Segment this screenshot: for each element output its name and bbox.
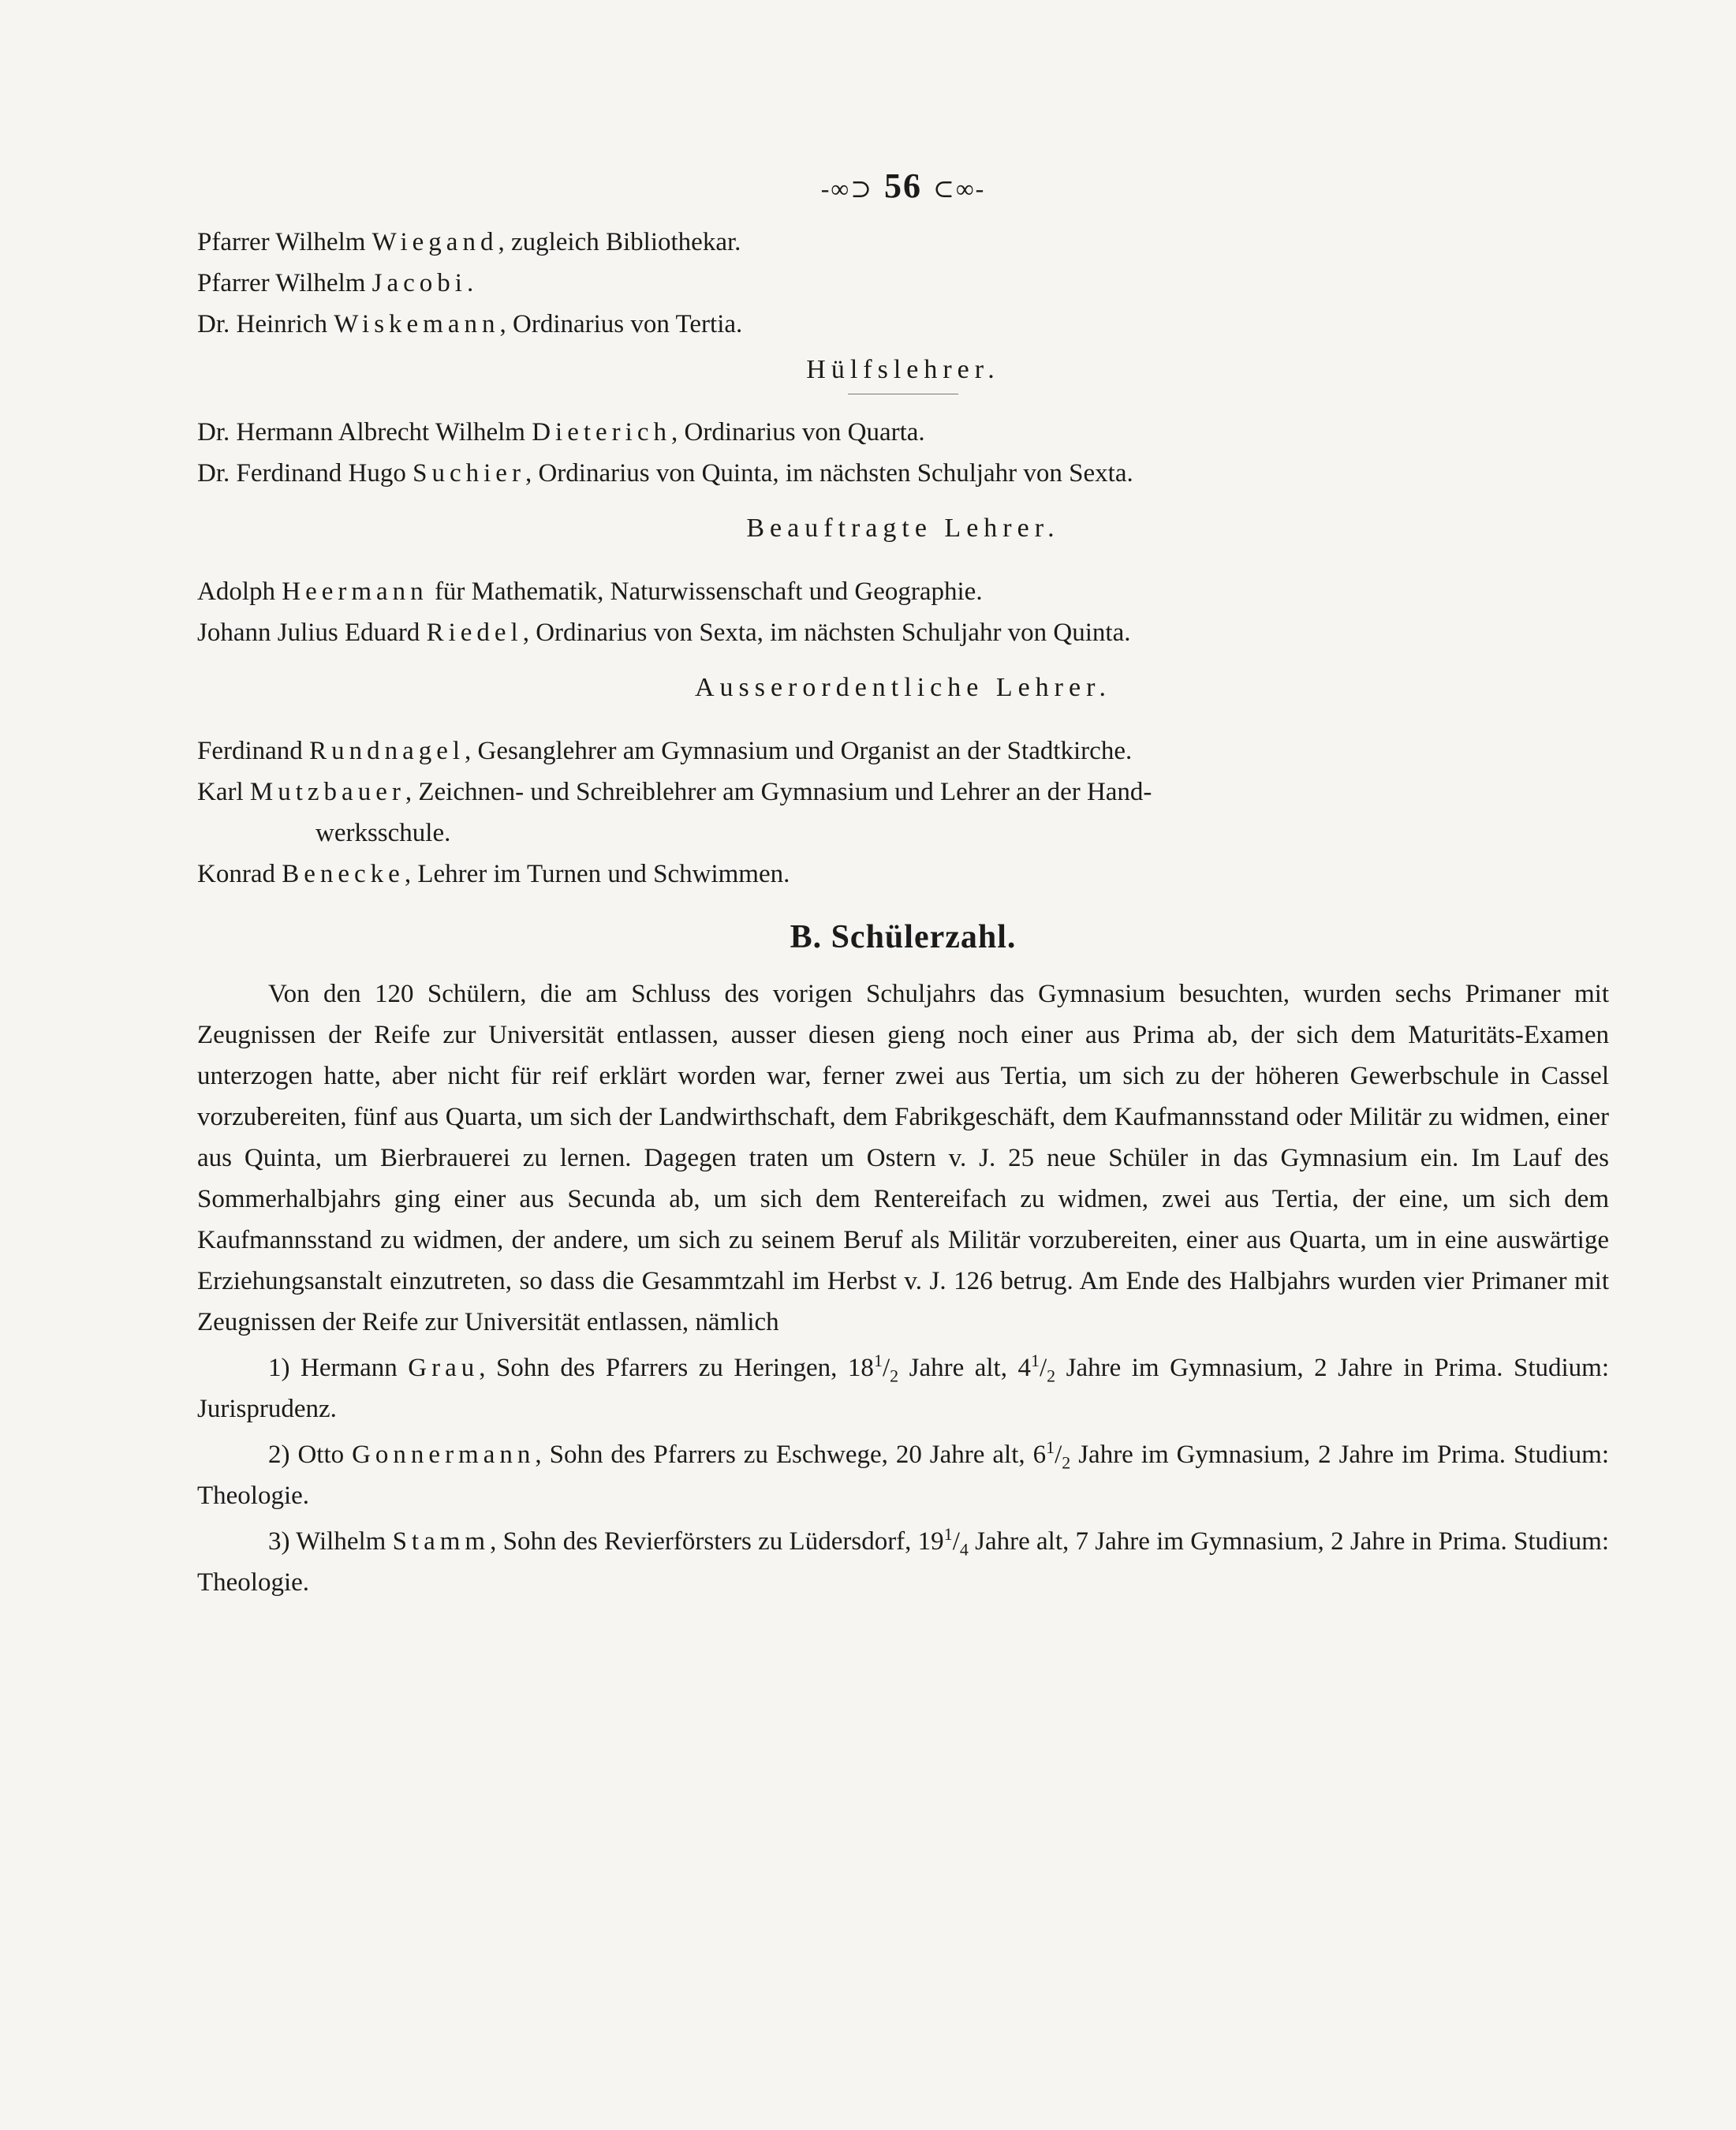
heading-beauftragte-lehrer: Beauftragte Lehrer. xyxy=(746,514,1060,543)
body-paragraph: Von den 120 Schülern, die am Schluss des vorigen Schuljahrs das Gymnasium besuchten, wurden sechs Primaner mit Zeugnissen der Reife zur Universität entlassen, ausser diesen gieng noch einer aus Prima ab, der sich dem Maturitäts-Examen unterzogen hatte, aber nicht für reif erklärt worden war, ferner zwei aus Tertia, um sich zu der höheren Gewerbschule in Cassel vorzubereiten, fünf aus Quarta, um sich der Landwirthschaft, dem Fabrikgeschäft, dem Kaufmannsstand oder Militär zu widmen, einer aus Quinta, um Bierbrauerei zu lernen. Dagegen traten um Ostern v. J. 25 neue Schüler in das Gymnasium ein. Im Lauf des Sommerhalbjahrs ging einer aus Secunda ab, um sich dem Rentereifach zu widmen, zwei aus Tertia, der eine, um sich dem Kaufmannsstand zu widmen, der andere, um sich zu seinem Beruf als Militär vorzubereiten, einer aus Quarta, um in eine auswärtige Erziehungsanstalt einzutreten, so dass die Gesammtzahl im Herbst v. J. 126 betrug. Am Ende des Halbjahrs wurden vier Primaner mit Zeugnissen der Reife zur Universität entlassen, nämlich xyxy=(197,980,1609,1336)
teacher-line: Konrad Benecke, Lehrer im Turnen und Schwimmen. xyxy=(197,860,790,888)
beauftragte-list xyxy=(197,571,1609,653)
ornament-right-icon: ⊂∞- xyxy=(933,174,986,203)
teacher-line-continuation: werksschule. xyxy=(315,819,451,847)
teacher-line: Ferdinand Rundnagel, Gesanglehrer am Gymnasium und Organist an der Stadtkirche. xyxy=(197,737,1133,765)
huelfslehrer-list xyxy=(197,412,1609,494)
teacher-name: Riedel xyxy=(426,618,523,647)
graduate-entry: 1) Hermann Grau, Sohn des Pfarrers zu Heringen, $18^1/_2$ Jahre alt, $4^1/_2$ Jahre im Gymnasium, 2 Jahre in Prima. Studium: Jurisprudenz. xyxy=(197,1351,1610,1423)
heading-huelfslehrer: Hülfslehrer. xyxy=(806,355,1000,384)
teacher-name: Suchier xyxy=(413,459,525,488)
graduate-name: Grau xyxy=(408,1354,480,1382)
heading-ausserordentliche-lehrer: Ausserordentliche Lehrer. xyxy=(694,673,1112,702)
teacher-name: Wiskemann xyxy=(334,310,500,338)
ausserordentliche-list xyxy=(197,731,1609,895)
section-title-schuelerzahl: B. Schülerzahl. xyxy=(790,919,1017,955)
page-number: 56 xyxy=(884,166,922,205)
graduate-entry: 2) Otto Gonnermann, Sohn des Pfarrers zu Eschwege, 20 Jahre alt, $6^1/_2$ Jahre im Gymnasium, 2 Jahre im Prima. Studium: Theologie. xyxy=(197,1437,1610,1510)
teacher-line: Dr. Ferdinand Hugo Suchier, Ordinarius von Quinta, im nächsten Schuljahr von Sexta. xyxy=(197,459,1133,488)
teacher-line: Dr. Heinrich Wiskemann, Ordinarius von Tertia. xyxy=(197,310,743,338)
teacher-name: Wiegand xyxy=(371,228,498,256)
ornament-left-icon: -∞⊃ xyxy=(820,174,873,203)
graduate-entry: 3) Wilhelm Stamm, Sohn des Revierförsters zu Lüdersdorf, $19^1/_4$ Jahre alt, 7 Jahre im Gymnasium, 2 Jahre in Prima. Studium: Theologie. xyxy=(197,1524,1609,1597)
page-number-header xyxy=(197,166,1609,206)
teacher-name: Mutzbauer xyxy=(249,778,405,806)
teacher-line: Pfarrer Wilhelm Wiegand, zugleich Bibliothekar. xyxy=(197,228,741,256)
teacher-name: Heermann xyxy=(282,577,428,606)
teacher-name: Dieterich xyxy=(532,418,671,447)
graduate-name: Gonnermann xyxy=(352,1441,536,1469)
page-content xyxy=(197,166,1609,1603)
teacher-line: Adolph Heermann für Mathematik, Naturwissenschaft und Geographie. xyxy=(197,577,983,606)
teacher-name: Jacobi xyxy=(371,269,467,297)
teacher-list-top xyxy=(197,222,1609,345)
teacher-line: Pfarrer Wilhelm Jacobi. xyxy=(197,269,474,297)
teacher-name: Benecke xyxy=(282,860,405,888)
teacher-line: Karl Mutzbauer, Zeichnen- und Schreiblehrer am Gymnasium und Lehrer an der Hand- xyxy=(197,778,1152,806)
teacher-line: Dr. Hermann Albrecht Wilhelm Dieterich, Ordinarius von Quarta. xyxy=(197,418,925,447)
teacher-line: Johann Julius Eduard Riedel, Ordinarius von Sexta, im nächsten Schuljahr von Quinta. xyxy=(197,618,1131,647)
graduate-name: Stamm xyxy=(392,1527,491,1556)
teacher-name: Rundnagel xyxy=(309,737,465,765)
